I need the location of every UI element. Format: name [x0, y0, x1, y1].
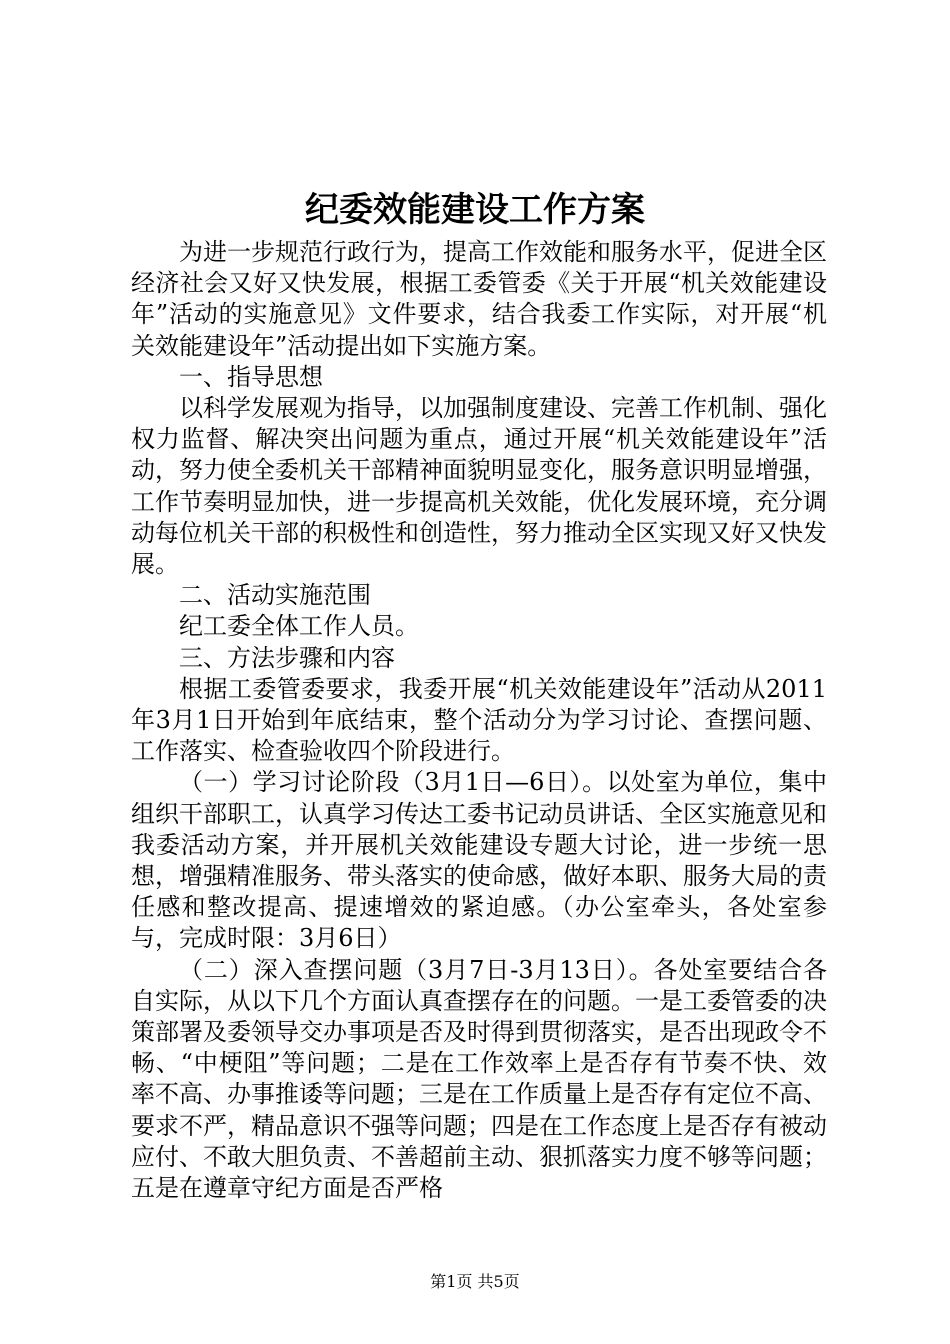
paragraph-scope: 纪工委全体工作人员。: [179, 612, 419, 641]
document-title: 纪委效能建设工作方案: [305, 190, 645, 230]
paragraph-stage-two: （二）深入查摆问题（3月7日-3月13日）。各处室要结合各自实际，从以下几个方面认真查摆存在的问题。一是工委管委的决策部署及委领导交办事项是否及时得到贯彻落实，是否出现政令不畅、“中梗阻”等问题；二是在工作效率上是否存有节奏不快、效率不高、办事推诿等问题；三是在工作质量上是否存有定位不高、要求不严，精品意识不强等问题；四是在工作态度上是否存有被动应付、不敢大胆负责、不善超前主动、狠抓落实力度不够等问题；五是在遵章守纪方面是否严格: [131, 955, 827, 1203]
page-number-footer: 第1页 共5页: [430, 1272, 520, 1291]
document-body: [131, 237, 827, 1204]
section-heading-methods: 三、方法步骤和内容: [179, 643, 395, 672]
paragraph-intro: 为进一步规范行政行为，提高工作效能和服务水平，促进全区经济社会又好又快发展，根据工委管委《关于开展“机关效能建设年”活动的实施意见》文件要求，结合我委工作实际，对开展“机关效能建设年”活动提出如下实施方案。: [131, 238, 827, 360]
paragraph-guiding-ideology: 以科学发展观为指导，以加强制度建设、完善工作机制、强化权力监督、解决突出问题为重点，通过开展“机关效能建设年”活动，努力使全委机关干部精神面貌明显变化，服务意识明显增强，工作节奏明显加快，进一步提高机关效能，优化发展环境，充分调动每位机关干部的积极性和创造性，努力推动全区实现又好又快发展。: [131, 394, 827, 579]
paragraph-stage-one: （一）学习讨论阶段（3月1日—6日）。以处室为单位，集中组织干部职工，认真学习传达工委书记动员讲话、全区实施意见和我委活动方案，并开展机关效能建设专题大讨论，进一步统一思想，增强精准服务、带头落实的使命感，做好本职、服务大局的责任感和整改提高、提速增效的紧迫感。（办公室牵头，各处室参与，完成时限：3月6日）: [131, 768, 827, 953]
paragraph-methods: 根据工委管委要求，我委开展“机关效能建设年”活动从2011年3月1日开始到年底结束，整个活动分为学习讨论、查摆问题、工作落实、检查验收四个阶段进行。: [131, 674, 827, 766]
section-heading-guiding-ideology: 一、指导思想: [179, 362, 323, 391]
section-heading-scope: 二、活动实施范围: [179, 581, 371, 610]
